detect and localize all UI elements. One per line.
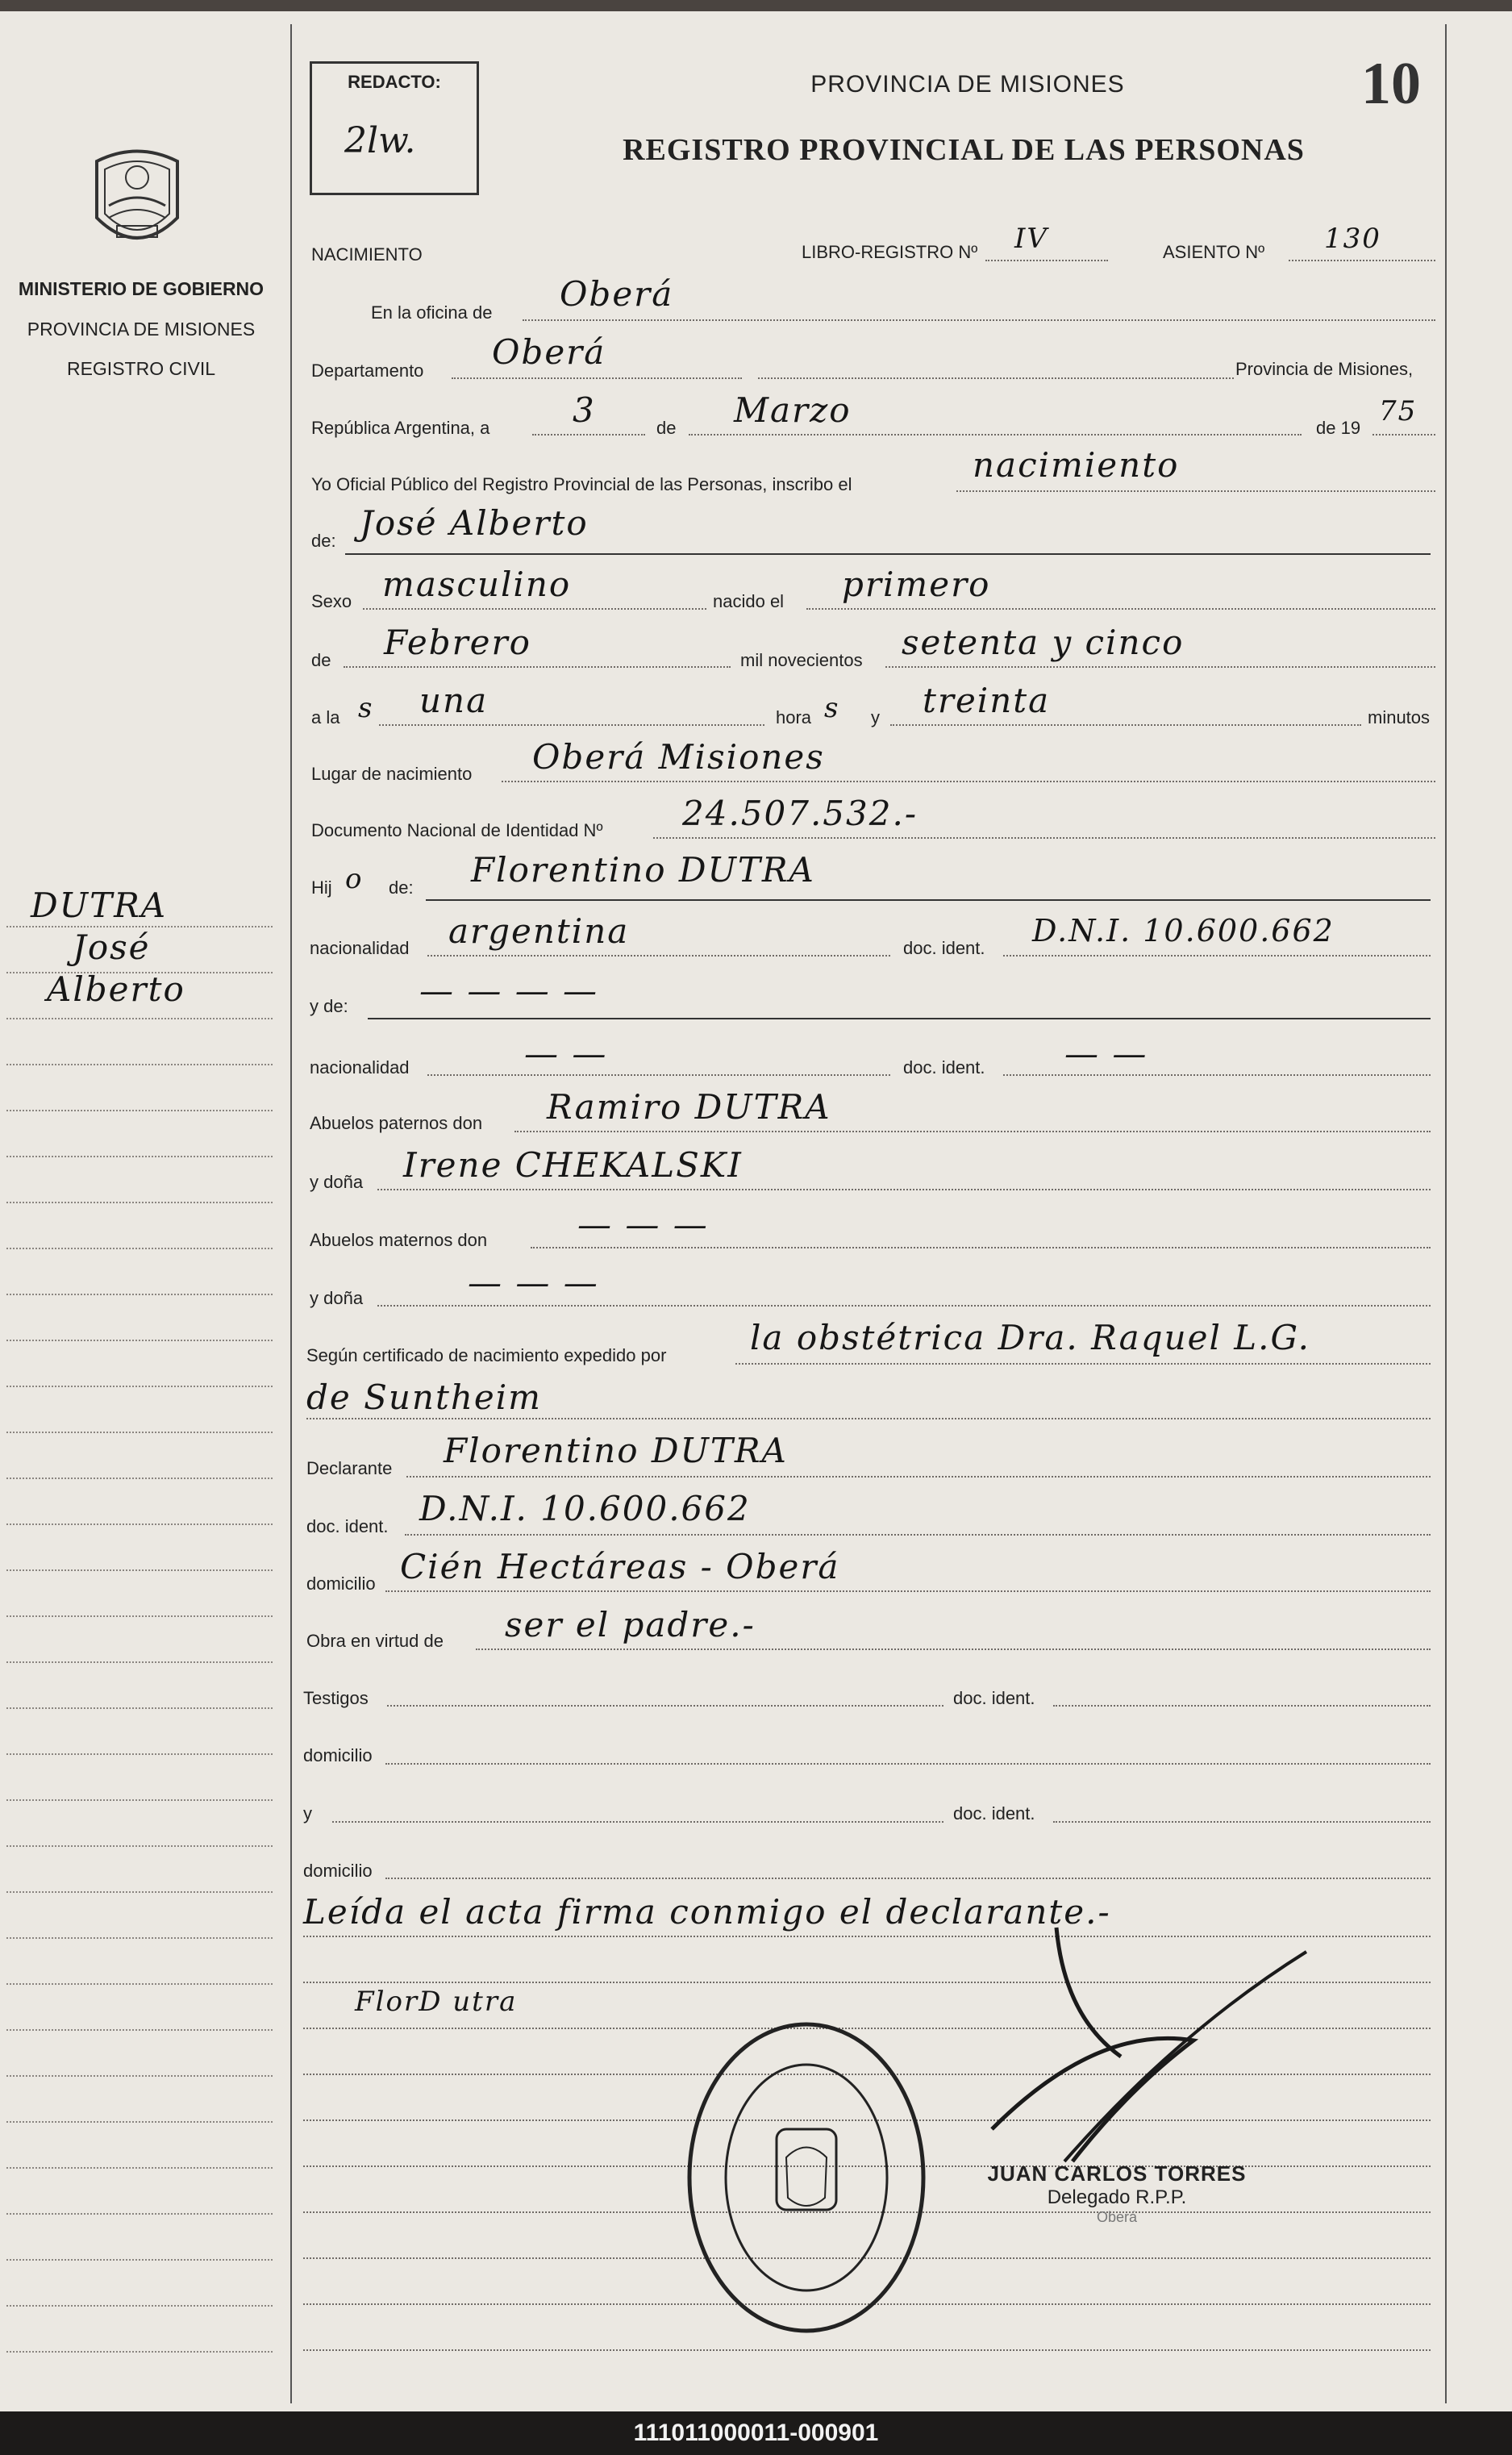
nacionalidad2-line xyxy=(427,1074,890,1076)
domicilio3-label: domicilio xyxy=(303,1861,373,1881)
hijo-label: Hij xyxy=(311,877,332,898)
sexo-value: masculino xyxy=(382,565,572,604)
record-type-label: NACIMIENTO xyxy=(311,244,423,265)
departamento-label: Departamento xyxy=(311,361,424,381)
docident2-value: — — xyxy=(1064,1034,1148,1073)
page-number: 10 xyxy=(1361,51,1421,117)
padre-line xyxy=(426,899,1431,901)
nombre-line xyxy=(345,553,1431,555)
ala-label: a la xyxy=(311,707,340,727)
nacionalidad2-label: nacionalidad xyxy=(310,1057,410,1077)
abuelos-paternos-label: Abuelos paternos don xyxy=(310,1113,483,1133)
closing-statement: Leída el acta firma conmigo el declarante.- xyxy=(303,1892,1111,1932)
margin-ruled-line xyxy=(6,1845,273,1847)
abuelo-pat-line xyxy=(514,1131,1431,1132)
asiento-value: 130 xyxy=(1324,223,1381,255)
margin-ruled-line xyxy=(6,2121,273,2123)
margin-ruled-line xyxy=(6,1661,273,1663)
declarante-label: Declarante xyxy=(306,1458,393,1478)
abuelos-maternos-label: Abuelos maternos don xyxy=(310,1230,488,1250)
dia-value: 3 xyxy=(573,390,596,430)
mes-nac-line xyxy=(344,666,731,668)
provincial-coat-of-arms-icon xyxy=(81,137,194,258)
nacido-value: primero xyxy=(842,565,991,604)
margin-ruled-line xyxy=(6,1707,273,1709)
officer-name: JUAN CARLOS TORRES xyxy=(987,2161,1247,2186)
docident4-line xyxy=(1053,1705,1431,1707)
abuela-mat-label: y doña xyxy=(310,1288,364,1308)
margin-ruled-line xyxy=(6,972,273,973)
horas-s: s xyxy=(824,692,840,724)
ala-s: s xyxy=(358,692,374,724)
testigos-line xyxy=(387,1705,943,1707)
domicilio-value: Cién Hectáreas - Oberá xyxy=(400,1547,840,1586)
docident-label: doc. ident. xyxy=(903,938,985,958)
testigos-label: Testigos xyxy=(303,1688,369,1708)
scan-top-band xyxy=(0,0,1512,11)
domicilio3-line xyxy=(385,1878,1431,1879)
margin-ruled-line xyxy=(6,2029,273,2031)
dia-line xyxy=(532,434,645,436)
certificado-value: la obstétrica Dra. Raquel L.G. xyxy=(750,1318,1310,1357)
margin-ruled-line xyxy=(6,1202,273,1203)
officer-signature-block xyxy=(964,2161,1270,2226)
madre-line xyxy=(368,1018,1431,1019)
domicilio2-label: domicilio xyxy=(303,1745,373,1765)
margin-ruled-line xyxy=(6,926,273,927)
right-margin-rule xyxy=(1445,24,1447,2403)
margin-ruled-line xyxy=(6,1018,273,1019)
departamento-value: Oberá xyxy=(492,332,606,372)
abuela-pat-line xyxy=(377,1189,1431,1190)
docident5-line xyxy=(1053,1821,1431,1823)
margin-ruled-line xyxy=(6,2167,273,2169)
redacto-box xyxy=(310,61,479,195)
republica-label: República Argentina, a xyxy=(311,418,490,438)
margin-ruled-line xyxy=(6,1340,273,1341)
docident2-line xyxy=(1003,1074,1431,1076)
province-heading-left: PROVINCIA DE MISIONES xyxy=(27,319,256,340)
margin-ruled-line xyxy=(6,1064,273,1065)
domicilio-line xyxy=(385,1590,1431,1592)
ministry-heading: MINISTERIO DE GOBIERNO xyxy=(18,278,264,299)
libro-value: IV xyxy=(1014,223,1048,255)
certificado-label: Según certificado de nacimiento expedido por xyxy=(306,1345,667,1365)
margin-ruled-line xyxy=(6,2213,273,2215)
margin-ruled-line xyxy=(6,1937,273,1939)
hora-value: una xyxy=(419,681,489,720)
body-ruled-line xyxy=(303,2349,1431,2351)
lugar-value: Oberá Misiones xyxy=(532,737,825,777)
abuela-pat-label: y doña xyxy=(310,1172,364,1192)
inscribo-line xyxy=(956,490,1435,492)
registry-title: REGISTRO PROVINCIAL DE LAS PERSONAS xyxy=(623,133,1305,167)
libro-label: LIBRO-REGISTRO Nº xyxy=(802,242,978,262)
inscribo-value: nacimiento xyxy=(973,445,1180,485)
margin-ruled-line xyxy=(6,1294,273,1295)
margin-surname: DUTRA xyxy=(31,886,168,925)
officer-place: Oberá xyxy=(1096,2209,1138,2225)
margin-ruled-line xyxy=(6,1478,273,1479)
asiento-label: ASIENTO Nº xyxy=(1163,242,1265,262)
declarante-value: Florentino DUTRA xyxy=(444,1431,788,1470)
y-label: y xyxy=(871,707,880,727)
margin-first-name: José xyxy=(73,927,151,967)
margin-ruled-line xyxy=(6,1891,273,1893)
margin-ruled-line xyxy=(6,1110,273,1111)
obra-line xyxy=(476,1648,1431,1650)
official-seal xyxy=(681,2016,931,2339)
nombre-value: José Alberto xyxy=(360,503,589,543)
margin-ruled-line xyxy=(6,1569,273,1571)
y2-line xyxy=(332,1821,943,1823)
horas-label: hora xyxy=(776,707,812,727)
abuelo-pat-value: Ramiro DUTRA xyxy=(547,1087,831,1127)
margin-ruled-line xyxy=(6,2351,273,2353)
margin-ruled-line xyxy=(6,2305,273,2307)
padre-value: Florentino DUTRA xyxy=(471,850,815,890)
docident-value: D.N.I. 10.600.662 xyxy=(1032,913,1335,948)
mes-nac-value: Febrero xyxy=(384,623,531,662)
anio-line xyxy=(1372,434,1435,436)
mes-nac-de-label: de xyxy=(311,650,331,670)
mil-label: mil novecientos xyxy=(740,650,863,670)
inscribo-label: Yo Oficial Público del Registro Provincial de las Personas, inscribo el xyxy=(311,474,852,494)
docident3-value: D.N.I. 10.600.662 xyxy=(419,1489,751,1528)
nacionalidad-label: nacionalidad xyxy=(310,938,410,958)
departamento-line-2 xyxy=(758,377,1234,379)
madre-value: — — — — xyxy=(419,971,599,1011)
nombre-label: de: xyxy=(311,531,336,551)
officer-role: Delegado R.P.P. xyxy=(1047,2186,1187,2208)
mil-line xyxy=(885,666,1435,668)
anio-value: 75 xyxy=(1379,395,1418,427)
mes-de-label: de xyxy=(656,418,677,438)
abuelo-mat-line xyxy=(531,1247,1431,1248)
margin-ruled-line xyxy=(6,1615,273,1617)
nacionalidad-line xyxy=(427,955,890,957)
sexo-line xyxy=(363,608,706,610)
departamento-line xyxy=(452,377,742,379)
certificado-value-2: de Suntheim xyxy=(306,1378,543,1417)
hijo-de-label: de: xyxy=(389,877,414,898)
abuela-pat-value: Irene CHEKALSKI xyxy=(403,1145,743,1185)
certificado-line xyxy=(735,1363,1431,1365)
redacto-value: 2lw. xyxy=(344,120,416,161)
margin-ruled-line xyxy=(6,1799,273,1801)
oficina-label: En la oficina de xyxy=(371,302,493,323)
sexo-label: Sexo xyxy=(311,591,352,611)
domicilio2-line xyxy=(385,1763,1431,1765)
certificado-line-2 xyxy=(306,1418,1431,1419)
margin-ruled-line xyxy=(6,2075,273,2077)
mil-value: setenta y cinco xyxy=(902,623,1185,662)
dni-label: Documento Nacional de Identidad Nº xyxy=(311,820,603,840)
margin-ruled-line xyxy=(6,1983,273,1985)
docident5-label: doc. ident. xyxy=(953,1803,1035,1824)
minutos-label: minutos xyxy=(1368,707,1431,727)
lugar-line xyxy=(502,781,1435,782)
margin-second-name: Alberto xyxy=(47,969,185,1009)
madre-label: y de: xyxy=(310,996,348,1016)
nacido-line xyxy=(806,608,1435,610)
hijo-o: o xyxy=(345,863,364,895)
asiento-line xyxy=(1289,260,1435,261)
minutos-line xyxy=(890,724,1361,726)
margin-ruled-line xyxy=(6,2259,273,2261)
oficina-value: Oberá xyxy=(560,274,674,314)
y2-label: y xyxy=(303,1803,312,1824)
officer-pen-signature xyxy=(935,1919,1339,2178)
abuela-mat-line xyxy=(377,1305,1431,1307)
abuela-mat-value: — — — xyxy=(468,1263,599,1303)
redacto-label: REDACTO: xyxy=(348,72,441,92)
margin-ruled-line xyxy=(6,1386,273,1387)
docident3-line xyxy=(405,1534,1431,1536)
margin-ruled-line xyxy=(6,1523,273,1525)
obra-label: Obra en virtud de xyxy=(306,1631,444,1651)
mes-line xyxy=(689,434,1302,436)
nacionalidad2-value: — — xyxy=(524,1034,608,1073)
declarante-line xyxy=(406,1476,1431,1478)
provincia-misiones-label: Provincia de Misiones, xyxy=(1235,359,1414,379)
margin-ruled-line xyxy=(6,1753,273,1755)
margin-ruled-line xyxy=(6,1248,273,1249)
nacido-label: nacido el xyxy=(713,591,785,611)
lugar-label: Lugar de nacimiento xyxy=(311,764,473,784)
libro-line xyxy=(985,260,1108,261)
province-header: PROVINCIA DE MISIONES xyxy=(810,71,1125,98)
nacionalidad-value: argentina xyxy=(448,911,630,951)
abuelo-mat-value: — — — xyxy=(577,1205,709,1244)
margin-ruled-line xyxy=(6,1156,273,1157)
docident3-label: doc. ident. xyxy=(306,1516,389,1536)
dni-value: 24.507.532.- xyxy=(682,794,918,833)
declarant-signature: FlorD utra xyxy=(355,1986,518,2018)
minutos-value: treinta xyxy=(923,681,1051,720)
dni-line xyxy=(653,837,1435,839)
obra-value: ser el padre.- xyxy=(505,1605,756,1644)
domicilio-label: domicilio xyxy=(306,1573,376,1594)
hora-line xyxy=(379,724,764,726)
mes-value: Marzo xyxy=(734,390,852,430)
civil-registry-heading: REGISTRO CIVIL xyxy=(66,358,216,379)
oficina-line xyxy=(523,319,1435,321)
anio-label: de 19 xyxy=(1316,418,1361,438)
margin-ruled-line xyxy=(6,1432,273,1433)
docident4-label: doc. ident. xyxy=(953,1688,1035,1708)
left-margin-rule xyxy=(290,24,292,2403)
docident-line xyxy=(1003,955,1431,957)
docident2-label: doc. ident. xyxy=(903,1057,985,1077)
archive-code-footer: 111011000011-000901 xyxy=(0,2411,1512,2455)
